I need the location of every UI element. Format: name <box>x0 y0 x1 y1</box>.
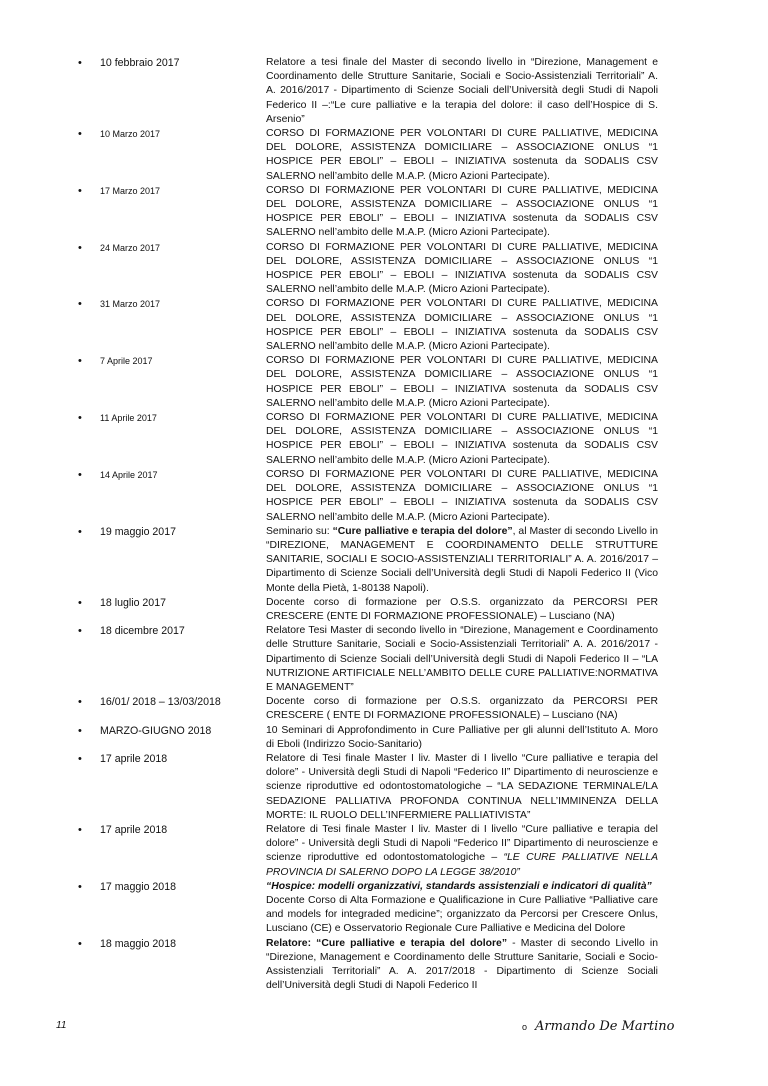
entry-date: 19 maggio 2017 <box>100 525 176 538</box>
entry-bold-title: “Cure palliative e terapia del dolore” <box>332 525 513 537</box>
bullet-icon: • <box>78 596 82 609</box>
bullet-icon: • <box>78 625 82 638</box>
entry-text: 10 Seminari di Approfondimento in Cure Palliative per gli alunni dell’Istituto A. Moro di Eboli (Indirizzo Socio-Sanitario) <box>266 724 658 750</box>
entry-text: CORSO DI FORMAZIONE PER VOLONTARI DI CURE PALLIATIVE, MEDICINA DEL DOLORE, ASSISTENZA DOMICILIARE – ASSOCIAZIONE ONLUS “1 HOSPICE PER EBOLI” – EBOLI – INIZIATIVA sostenuta da SODALIS CSV SALERNO nell’ambito delle M.A.P. (Micro Azioni Partecipate). <box>266 468 658 523</box>
entry-description <box>266 596 658 624</box>
entry-text: Docente Corso di Alta Formazione e Qualificazione in Cure Palliative “Palliative care and models for integraded medicine”; organizzato da Percorsi per Crescere Onlus, Lusciano (CE) e Osservatorio Regionale Cure Palliative e Medicina del Dolore <box>266 894 658 935</box>
footer-bullet: o <box>522 1022 528 1032</box>
entry-description <box>266 184 658 241</box>
signature-text: Armando De Martino <box>535 1019 675 1034</box>
entry-description <box>266 823 658 880</box>
bullet-icon: • <box>78 937 82 950</box>
entry-description <box>266 468 658 525</box>
entry-date: 7 Aprile 2017 <box>100 356 153 367</box>
bullet-icon: • <box>78 128 82 141</box>
entry-date: 17 aprile 2018 <box>100 823 168 836</box>
entry-text: - Master di secondo Livello in “Direzione, Management e Coordinamento delle Strutture Sanitarie, Sociali e Socio-Assistenziali Territoriali” A. A. 2017/2018 - Dipartimento di Scienze Sociali dell’Università degli Studi di Napoli Federico II <box>266 937 658 992</box>
entry-description <box>266 695 658 723</box>
entry-date: 14 Aprile 2017 <box>100 469 158 480</box>
entry-description <box>266 56 658 127</box>
entry-description <box>266 127 658 184</box>
entry-text: Relatore a tesi finale del Master di secondo livello in “Direzione, Management e Coordinamento delle Strutture Sanitarie, Sociali e Socio-Assistenziali Territoriali” A. A. 2016/2017 - Dipartimento di Scienze Sociali dell’Università degli Studi di Napoli Federico II –:“Le cure palliative e la terapia del dolore: il caso dell’Hospice di S. Arsenio” <box>266 57 658 125</box>
cv-entry <box>70 880 660 937</box>
bullet-icon: • <box>78 57 82 69</box>
entry-text: CORSO DI FORMAZIONE PER VOLONTARI DI CURE PALLIATIVE, MEDICINA DEL DOLORE, ASSISTENZA DOMICILIARE – ASSOCIAZIONE ONLUS “1 HOSPICE PER EBOLI” – EBOLI – INIZIATIVA sostenuta da SODALIS CSV SALERNO nell’ambito delle M.A.P. (Micro Azioni Partecipate). <box>266 184 658 239</box>
entry-text: CORSO DI FORMAZIONE PER VOLONTARI DI CURE PALLIATIVE, MEDICINA DEL DOLORE, ASSISTENZA DOMICILIARE – ASSOCIAZIONE ONLUS “1 HOSPICE PER EBOLI” – EBOLI – INIZIATIVA sostenuta da SODALIS CSV SALERNO nell’ambito delle M.A.P. (Micro Azioni Partecipate). <box>266 298 658 353</box>
entry-description <box>266 354 658 411</box>
entry-bold-italic-title: “Hospice: modelli organizzativi, standards assistenziali e indicatori di qualità” <box>266 880 652 892</box>
entry-description <box>266 937 658 994</box>
entry-text: Relatore di Tesi finale Master I liv. Master di I livello “Cure palliative e terapia del dolore” - Università degli Studi di Napoli “Federico II” Dipartimento di neuroscienze e scienze riproduttive ed odontostomatologiche – “LA SEDAZIONE TERMINALE/LA SEDAZIONE PALLIATIVA PROFONDA CONTINUA NELL’IMMINENZA DELLA MORTE: IL RUOLO DELL’INFERMIERE PALLIATIVISTA” <box>266 752 658 821</box>
entry-date: 18 dicembre 2017 <box>100 625 185 638</box>
cv-entry <box>70 695 660 723</box>
entry-date: 17 aprile 2018 <box>100 752 168 765</box>
entry-italic-title: “LE CURE PALLIATIVE NELLA PROVINCIA DI SALERNO DOPO LA LEGGE 38/2010” <box>266 852 659 878</box>
cv-entry <box>70 937 660 994</box>
entry-date: 11 Aprile 2017 <box>100 413 157 424</box>
bullet-icon: • <box>78 752 82 765</box>
bullet-icon: • <box>78 355 82 368</box>
cv-entry <box>70 56 660 127</box>
entry-description <box>266 752 658 823</box>
cv-entry <box>70 127 660 184</box>
cv-entry <box>70 823 660 880</box>
cv-entry <box>70 624 660 695</box>
cv-entry <box>70 596 660 624</box>
page-number: 11 <box>56 1020 67 1031</box>
entry-date: 17 maggio 2018 <box>100 880 176 893</box>
entry-description <box>266 525 658 596</box>
signature <box>522 1019 674 1034</box>
bullet-icon: • <box>78 468 82 481</box>
cv-entry-list <box>70 56 660 993</box>
cv-entry <box>70 752 660 823</box>
entry-text: CORSO DI FORMAZIONE PER VOLONTARI DI CURE PALLIATIVE, MEDICINA DEL DOLORE, ASSISTENZA DOMICILIARE – ASSOCIAZIONE ONLUS “1 HOSPICE PER EBOLI” – EBOLI – INIZIATIVA sostenuta da SODALIS CSV SALERNO nell’ambito delle M.A.P. (Micro Azioni Partecipate). <box>266 128 658 182</box>
entry-date: 10 Marzo 2017 <box>100 129 161 140</box>
entry-text: Docente corso di formazione per O.S.S. organizzato da PERCORSI PER CRESCERE (ENTE DI FORMAZIONE PROFESSIONALE) – Lusciano (NA) <box>266 596 658 622</box>
entry-text: CORSO DI FORMAZIONE PER VOLONTARI DI CURE PALLIATIVE, MEDICINA DEL DOLORE, ASSISTENZA DOMICILIARE – ASSOCIAZIONE ONLUS “1 HOSPICE PER EBOLI” – EBOLI – INIZIATIVA sostenuta da SODALIS CSV SALERNO nell’ambito delle M.A.P. (Micro Azioni Partecipate). <box>266 241 658 296</box>
entry-date: MARZO-GIUGNO 2018 <box>100 724 212 737</box>
entry-text: , al Master di secondo Livello in “DIREZIONE, MANAGEMENT E COORDINAMENTO DELLE STRUTTURE SANITARIE, SOCIALI E SOCIO-ASSISTENZIALI TERRITORIALI” A. A. 2016/2017 – Dipartimento di Scienze Sociali dell’Università degli Studi di Napoli Federico II (Vico Monte della Pietà, 1-80138 Napoli). <box>266 525 658 594</box>
entry-date: 24 Marzo 2017 <box>100 242 161 253</box>
cv-entry <box>70 724 660 752</box>
bullet-icon: • <box>78 724 82 737</box>
entry-text: CORSO DI FORMAZIONE PER VOLONTARI DI CURE PALLIATIVE, MEDICINA DEL DOLORE, ASSISTENZA DOMICILIARE – ASSOCIAZIONE ONLUS “1 HOSPICE PER EBOLI” – EBOLI – INIZIATIVA sostenuta da SODALIS CSV SALERNO nell’ambito delle M.A.P. (Micro Azioni Partecipate). <box>266 355 658 409</box>
bullet-icon: • <box>78 412 82 425</box>
entry-description <box>266 880 658 937</box>
cv-entry <box>70 468 660 525</box>
bullet-icon: • <box>78 298 82 311</box>
entry-description <box>266 241 658 298</box>
cv-entry <box>70 241 660 298</box>
cv-entry <box>70 354 660 411</box>
cv-entry <box>70 411 660 468</box>
bullet-icon: • <box>78 696 82 709</box>
entry-date: 18 luglio 2017 <box>100 596 166 609</box>
entry-text: Relatore di Tesi finale Master I liv. Master di I livello “Cure palliative e terapia del dolore” - Università degli Studi di Napoli “Federico II” Dipartimento di neuroscienze e scienze riproduttive ed odontostomatologiche – <box>266 823 658 864</box>
entry-description <box>266 411 658 468</box>
entry-description <box>266 724 658 752</box>
bullet-icon: • <box>78 184 82 197</box>
bullet-icon: • <box>78 241 82 254</box>
cv-entry <box>70 297 660 354</box>
entry-description <box>266 624 658 695</box>
entry-date: 16/01/ 2018 – 13/03/2018 <box>100 696 221 709</box>
entry-prefix: Seminario su: <box>266 525 333 537</box>
entry-text: Docente corso di formazione per O.S.S. organizzato da PERCORSI PER CRESCERE ( ENTE DI FORMAZIONE PROFESSIONALE) – Lusciano (NA) <box>266 696 658 722</box>
entry-date: 31 Marzo 2017 <box>100 299 161 310</box>
entry-description <box>266 297 658 354</box>
entry-text: Relatore Tesi Master di secondo livello in “Direzione, Management e Coordinamento delle Strutture Sanitarie, Sociali e Socio-Assistenziali Territoriali” A. A. 2016/2017 - Dipartimento di Scienze Sociali dell’Università degli Studi di Napoli Federico II – “LA NUTRIZIONE ARTIFICIALE NELL’AMBITO DELLE CURE PALLIATIVE:NORMATIVA E MANAGEMENT” <box>266 625 658 693</box>
entry-bold-title: Relatore: “Cure palliative e terapia del dolore” <box>266 937 508 949</box>
bullet-icon: • <box>78 880 82 893</box>
entry-date: 10 febbraio 2017 <box>100 57 180 69</box>
bullet-icon: • <box>78 525 82 538</box>
entry-text: CORSO DI FORMAZIONE PER VOLONTARI DI CURE PALLIATIVE, MEDICINA DEL DOLORE, ASSISTENZA DOMICILIARE – ASSOCIAZIONE ONLUS “1 HOSPICE PER EBOLI” – EBOLI – INIZIATIVA sostenuta da SODALIS CSV SALERNO nell’ambito delle M.A.P. (Micro Azioni Partecipate). <box>266 412 658 466</box>
entry-date: 17 Marzo 2017 <box>100 185 161 196</box>
entry-date: 18 maggio 2018 <box>100 937 176 950</box>
cv-entry <box>70 184 660 241</box>
bullet-icon: • <box>78 823 82 836</box>
cv-entry <box>70 525 660 596</box>
